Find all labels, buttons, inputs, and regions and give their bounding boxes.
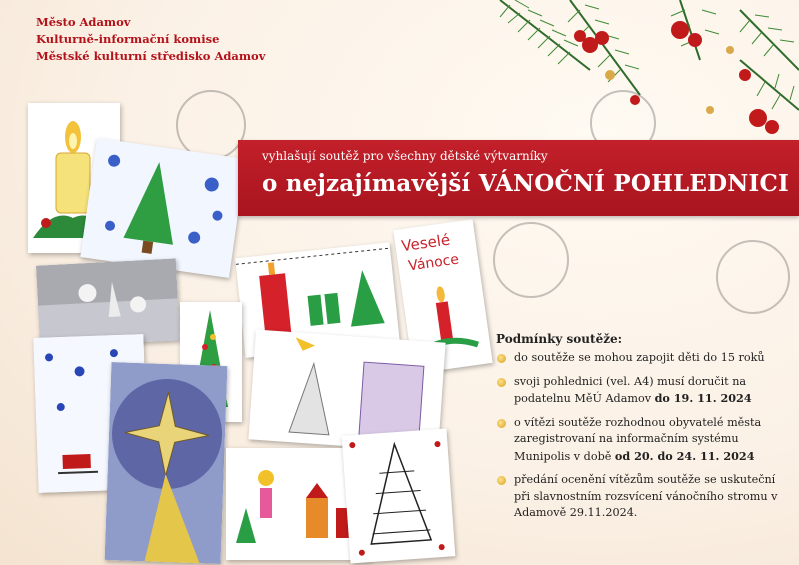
card-spiral-tree	[342, 428, 456, 563]
org-line: Městské kulturní středisko Adamov	[36, 49, 266, 63]
card-greeting-line2: Vánoce	[407, 251, 460, 275]
condition-text: o vítězi soutěže rozhodnou obyvatelé města zaregistrovaní na informačním systému Munipolis v době	[514, 415, 762, 463]
condition-item	[494, 374, 784, 408]
condition-text: do soutěže se mohou zapojit děti do 15 roků	[514, 351, 765, 364]
condition-item	[494, 350, 784, 367]
organizers	[36, 14, 265, 65]
card-gray-angels	[36, 258, 180, 347]
condition-date: do 19. 11. 2024	[654, 391, 752, 405]
condition-date: od 20. do 24. 11. 2024	[614, 448, 755, 463]
org-line: Kulturně-informační komise	[36, 32, 220, 46]
org-line: Město Adamov	[36, 15, 131, 29]
condition-text: předání ocenění vítězům soutěže se uskuteční při slavnostním rozsvícení vánočního stromu v Adamově 29.11.2024.	[514, 473, 778, 519]
conditions-title: Podmínky soutěže:	[496, 332, 623, 346]
stamp-right3-decoration	[716, 240, 790, 314]
condition-text: svoji pohlednici (vel. A4) musí doručit na podatelnu MěÚ Adamov	[514, 374, 747, 405]
card-tree-snowflakes	[80, 138, 245, 278]
banner-title: o nejzajímavější VÁNOČNÍ POHLEDNICI	[262, 170, 789, 197]
condition-item	[494, 472, 784, 522]
banner-subtitle: vyhlašují soutěž pro všechny dětské výtvarníky	[262, 149, 548, 163]
card-star-night	[105, 362, 228, 564]
bullet-ornament-icon	[497, 354, 506, 363]
condition-item	[494, 415, 784, 466]
card-greeting-line1: Veselé	[400, 230, 452, 256]
bullet-ornament-icon	[497, 378, 506, 387]
stamp-right-decoration	[493, 222, 569, 298]
conditions-list	[494, 350, 784, 529]
bullet-ornament-icon	[497, 419, 506, 428]
stamp-left-decoration	[176, 90, 246, 160]
bullet-ornament-icon	[497, 476, 506, 485]
